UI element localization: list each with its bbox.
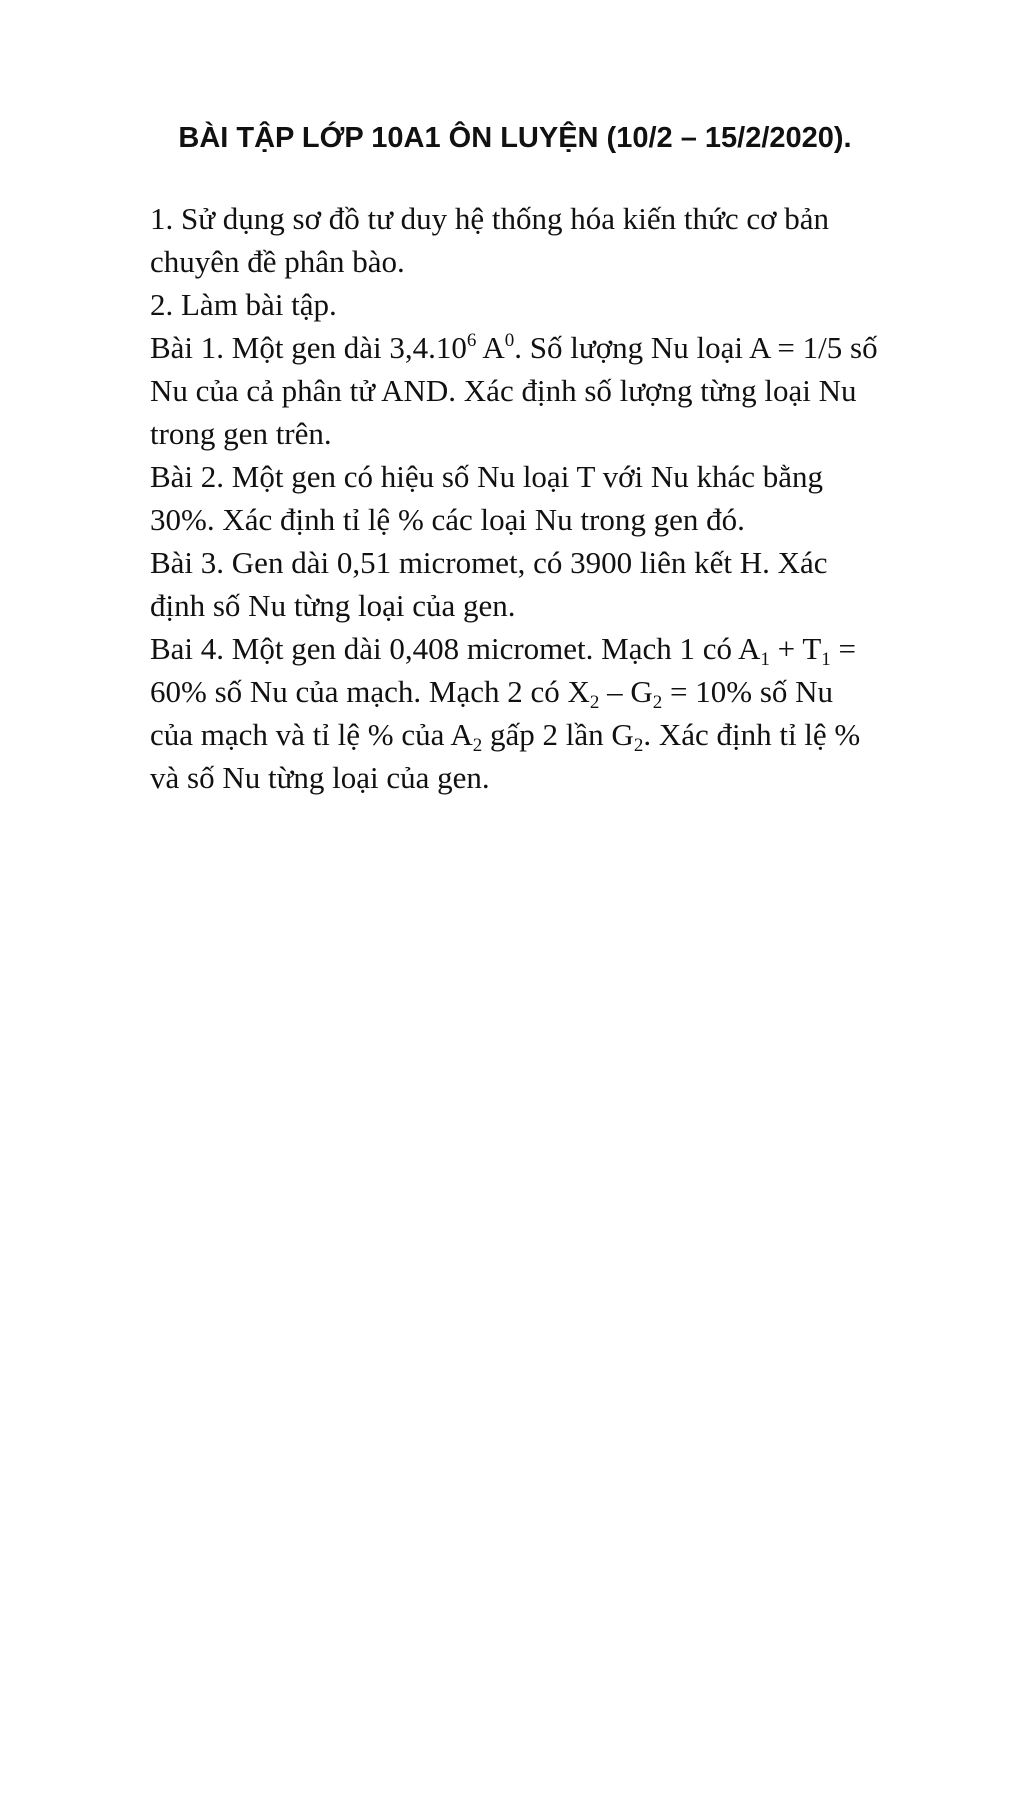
exercise-1 [150,326,880,455]
exercise-4-text-f: gấp 2 lần G [482,717,634,752]
exercise-4-sub-x2: 2 [589,692,600,713]
exercise-4-text-g: . Xác định tỉ lệ % và số Nu từng loại của gen. [150,717,861,795]
document-body [150,197,880,799]
exercise-3: Bài 3. Gen dài 0,51 micromet, có 3900 liên kết H. Xác định số Nu từng loại của gen. [150,545,828,623]
exercise-4-sub-t1: 1 [821,649,831,670]
exercise-1-text-c: . Số lượng Nu loại A = 1/5 số Nu của cả phân tử AND. Xác định số lượng từng loại Nu trong gen trên. [150,330,878,451]
item-1: 1. Sử dụng sơ đồ tư duy hệ thống hóa kiến thức cơ bản chuyên đề phân bào. [150,201,830,279]
exercise-4 [150,627,880,799]
exercise-4-text-e: = 10% số Nu của mạch và tỉ lệ % của A [150,674,834,752]
exercise-4-sub-a1: 1 [760,649,770,670]
exercise-4-sub-g2: 2 [652,692,663,713]
exercise-4-text-c: = 60% số Nu của mạch. Mạch 2 có X [150,631,857,709]
exercise-1-exponent: 6 [466,330,477,351]
exercise-4-text-b: + T [769,631,822,666]
exercise-4-sub-g2-b: 2 [633,735,644,756]
exercise-4-text-d: – G [599,674,653,709]
exercise-1-angstrom-sup: 0 [504,330,515,351]
document-title: BÀI TẬP LỚP 10A1 ÔN LUYỆN (10/2 – 15/2/2020). [178,122,852,154]
exercise-1-text-a: Bài 1. Một gen dài 3,4.10 [150,330,467,365]
exercise-4-text-a: Bai 4. Một gen dài 0,408 micromet. Mạch 1 có A [150,631,761,666]
exercise-2: Bài 2. Một gen có hiệu số Nu loại T với Nu khác bằng 30%. Xác định tỉ lệ % các loại Nu trong gen đó. [150,459,824,537]
exercise-1-text-b: A [476,330,505,365]
exercise-4-sub-a2: 2 [472,735,483,756]
item-2: 2. Làm bài tập. [150,287,337,322]
